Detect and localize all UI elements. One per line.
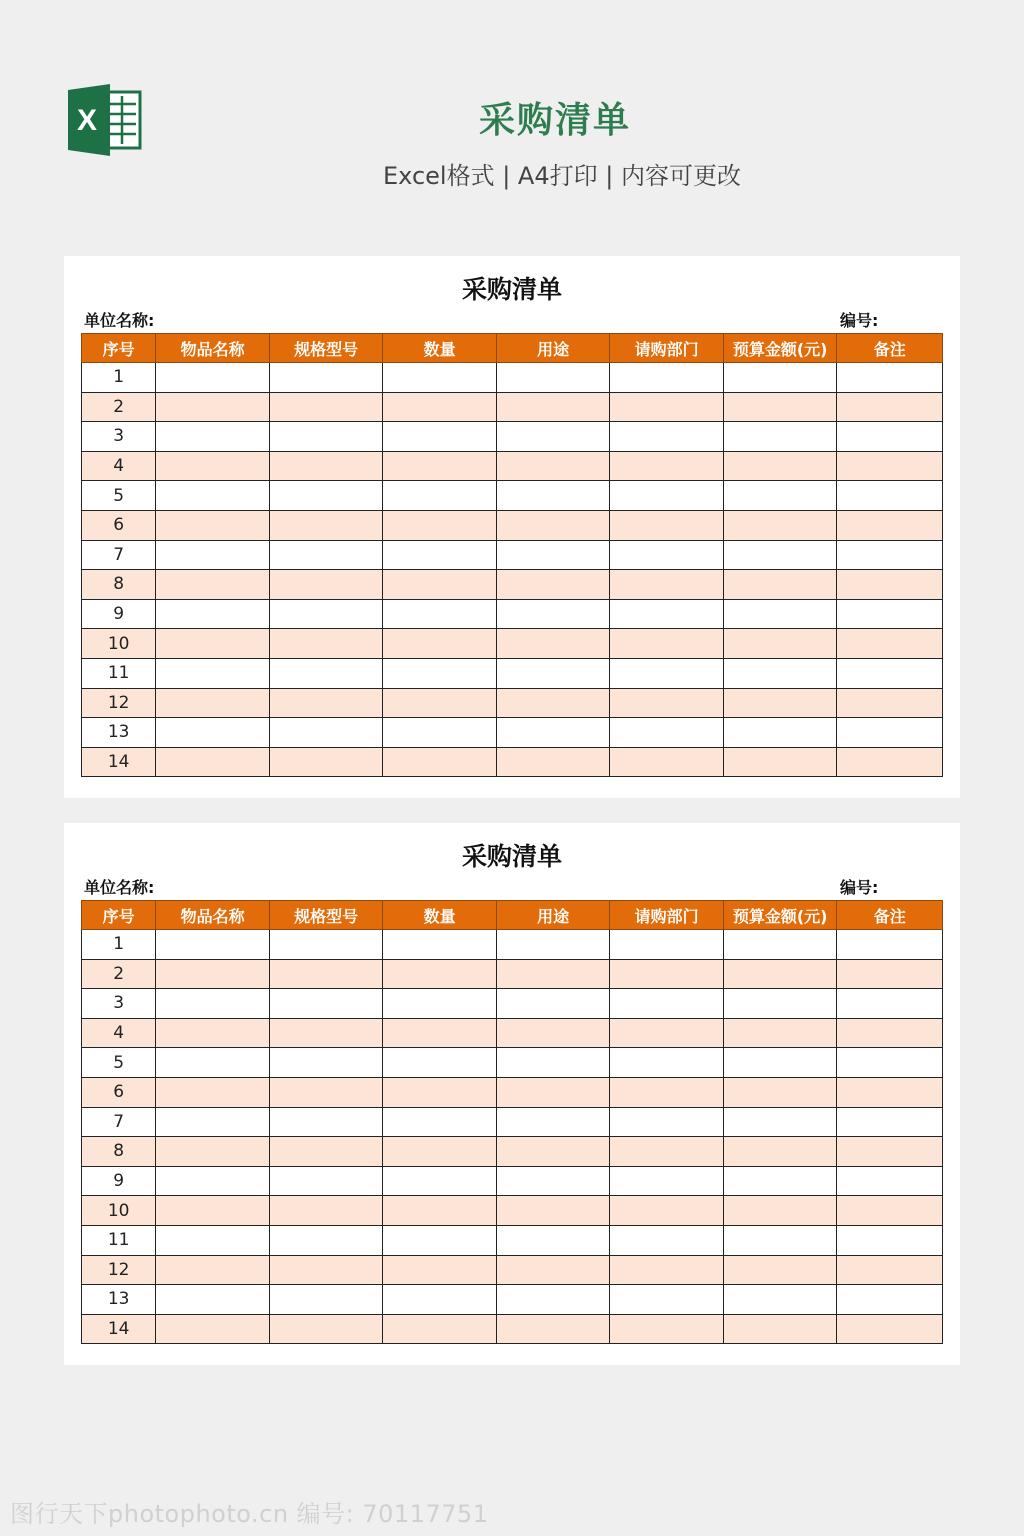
- table-cell[interactable]: [837, 1077, 943, 1107]
- table-cell[interactable]: [269, 1048, 383, 1078]
- table-cell[interactable]: [723, 959, 837, 989]
- table-cell[interactable]: [610, 540, 724, 570]
- row-number-cell: 2: [82, 959, 156, 989]
- table-row: [82, 688, 943, 718]
- excel-logo-letter: X: [76, 104, 98, 137]
- table-cell[interactable]: [723, 1225, 837, 1255]
- unit-name-label: 单位名称:: [84, 311, 155, 330]
- table-cell[interactable]: [610, 363, 724, 393]
- row-number-cell: 12: [82, 1255, 156, 1285]
- table-cell[interactable]: [269, 363, 383, 393]
- table-cell[interactable]: [269, 510, 383, 540]
- row-number-cell: 5: [82, 481, 156, 511]
- table-cell[interactable]: [496, 1018, 610, 1048]
- table-cell[interactable]: [610, 718, 724, 748]
- row-number-cell: 13: [82, 1285, 156, 1315]
- table-cell[interactable]: [383, 1107, 497, 1137]
- table-cell[interactable]: [610, 1107, 724, 1137]
- page-subtitle: Excel格式 | A4打印 | 内容可更改: [383, 162, 741, 190]
- table-cell[interactable]: [269, 540, 383, 570]
- table-cell[interactable]: [723, 570, 837, 600]
- table-cell[interactable]: [156, 1166, 270, 1196]
- table-cell[interactable]: [837, 718, 943, 748]
- column-header: 序号: [82, 334, 156, 363]
- row-number-cell: 13: [82, 718, 156, 748]
- table-cell[interactable]: [269, 1077, 383, 1107]
- table-cell[interactable]: [383, 1166, 497, 1196]
- table-cell[interactable]: [610, 1255, 724, 1285]
- table-row: [82, 658, 943, 688]
- table-cell[interactable]: [156, 747, 270, 777]
- table-cell[interactable]: [610, 570, 724, 600]
- table-cell[interactable]: [723, 451, 837, 481]
- row-number-cell: 10: [82, 1196, 156, 1226]
- table-cell[interactable]: [156, 688, 270, 718]
- table-cell[interactable]: [723, 989, 837, 1019]
- table-cell[interactable]: [269, 1166, 383, 1196]
- table-cell[interactable]: [269, 658, 383, 688]
- table-cell[interactable]: [837, 658, 943, 688]
- table-cell[interactable]: [723, 510, 837, 540]
- column-header: 规格型号: [269, 334, 383, 363]
- table-cell[interactable]: [837, 1196, 943, 1226]
- row-number-cell: 12: [82, 688, 156, 718]
- table-cell[interactable]: [269, 599, 383, 629]
- table-cell[interactable]: [837, 392, 943, 422]
- table-cell[interactable]: [837, 629, 943, 659]
- table-cell[interactable]: [610, 1225, 724, 1255]
- table-cell[interactable]: [496, 1285, 610, 1315]
- table-cell[interactable]: [723, 688, 837, 718]
- table-row: [82, 451, 943, 481]
- table-cell[interactable]: [496, 747, 610, 777]
- table-row: [82, 540, 943, 570]
- table-cell[interactable]: [156, 599, 270, 629]
- table-cell[interactable]: [723, 629, 837, 659]
- watermark-text: 图行天下photophoto.cn 编号: 70117751: [10, 1500, 489, 1528]
- table-cell[interactable]: [383, 1255, 497, 1285]
- table-cell[interactable]: [383, 1077, 497, 1107]
- table-cell[interactable]: [837, 1107, 943, 1137]
- table-cell[interactable]: [383, 540, 497, 570]
- table-row: [82, 510, 943, 540]
- table-cell[interactable]: [383, 688, 497, 718]
- table-header-row: [82, 334, 943, 363]
- row-number-cell: 1: [82, 930, 156, 960]
- column-header: 数量: [383, 334, 497, 363]
- table-cell[interactable]: [496, 422, 610, 452]
- table-row: [82, 481, 943, 511]
- table-cell[interactable]: [837, 510, 943, 540]
- table-cell[interactable]: [837, 989, 943, 1019]
- table-cell[interactable]: [610, 688, 724, 718]
- table-cell[interactable]: [496, 1225, 610, 1255]
- table-cell[interactable]: [269, 989, 383, 1019]
- column-header: 序号: [82, 901, 156, 930]
- table-cell[interactable]: [496, 658, 610, 688]
- table-row: [82, 1137, 943, 1167]
- table-cell[interactable]: [610, 451, 724, 481]
- table-cell[interactable]: [156, 363, 270, 393]
- table-cell[interactable]: [156, 629, 270, 659]
- table-cell[interactable]: [269, 688, 383, 718]
- table-row: [82, 629, 943, 659]
- row-number-cell: 3: [82, 989, 156, 1019]
- table-cell[interactable]: [610, 959, 724, 989]
- table-cell[interactable]: [723, 1285, 837, 1315]
- table-cell[interactable]: [156, 1285, 270, 1315]
- table-cell[interactable]: [496, 1107, 610, 1137]
- table-row: [82, 747, 943, 777]
- table-cell[interactable]: [837, 1137, 943, 1167]
- table-cell[interactable]: [496, 1314, 610, 1344]
- table-row: [82, 718, 943, 748]
- table-cell[interactable]: [723, 1137, 837, 1167]
- table-cell[interactable]: [837, 1255, 943, 1285]
- table-cell[interactable]: [496, 392, 610, 422]
- table-cell[interactable]: [610, 629, 724, 659]
- table-cell[interactable]: [269, 422, 383, 452]
- table-cell[interactable]: [383, 989, 497, 1019]
- table-row: [82, 1107, 943, 1137]
- table-cell[interactable]: [610, 1077, 724, 1107]
- table-cell[interactable]: [496, 510, 610, 540]
- table-cell[interactable]: [269, 1255, 383, 1285]
- table-cell[interactable]: [269, 481, 383, 511]
- table-cell[interactable]: [383, 658, 497, 688]
- table-cell[interactable]: [269, 392, 383, 422]
- table-cell[interactable]: [156, 718, 270, 748]
- page-title: 采购清单: [478, 100, 631, 141]
- table-cell[interactable]: [269, 451, 383, 481]
- table-cell[interactable]: [610, 989, 724, 1019]
- table-cell[interactable]: [269, 629, 383, 659]
- serial-number-label: 编号:: [840, 878, 879, 897]
- table-row: [82, 422, 943, 452]
- purchase-sheet-1: [64, 256, 960, 798]
- table-cell[interactable]: [610, 1166, 724, 1196]
- table-cell[interactable]: [383, 1314, 497, 1344]
- row-number-cell: 2: [82, 392, 156, 422]
- table-cell[interactable]: [156, 658, 270, 688]
- table-row: [82, 392, 943, 422]
- table-cell[interactable]: [837, 747, 943, 777]
- table-cell[interactable]: [610, 658, 724, 688]
- table-cell[interactable]: [496, 363, 610, 393]
- table-cell[interactable]: [610, 930, 724, 960]
- table-cell[interactable]: [269, 1314, 383, 1344]
- table-cell[interactable]: [383, 481, 497, 511]
- row-number-cell: 8: [82, 570, 156, 600]
- table-cell[interactable]: [723, 392, 837, 422]
- table-row: [82, 599, 943, 629]
- table-cell[interactable]: [269, 1225, 383, 1255]
- table-cell[interactable]: [496, 1196, 610, 1226]
- table-cell[interactable]: [156, 1107, 270, 1137]
- table-cell[interactable]: [496, 718, 610, 748]
- table-cell[interactable]: [837, 570, 943, 600]
- sheet-title: 采购清单: [461, 842, 562, 871]
- table-cell[interactable]: [837, 1048, 943, 1078]
- table-row: [82, 1196, 943, 1226]
- table-cell[interactable]: [496, 451, 610, 481]
- table-row: [82, 1255, 943, 1285]
- row-number-cell: 8: [82, 1137, 156, 1167]
- table-cell[interactable]: [837, 481, 943, 511]
- table-cell[interactable]: [269, 1137, 383, 1167]
- table-cell[interactable]: [723, 930, 837, 960]
- table-cell[interactable]: [269, 570, 383, 600]
- purchase-table: [81, 900, 943, 1344]
- table-cell[interactable]: [610, 510, 724, 540]
- table-cell[interactable]: [723, 1107, 837, 1137]
- table-cell[interactable]: [837, 688, 943, 718]
- table-cell[interactable]: [383, 1137, 497, 1167]
- table-row: [82, 959, 943, 989]
- table-cell[interactable]: [156, 1196, 270, 1226]
- column-header: 预算金额(元): [723, 901, 837, 930]
- table-cell[interactable]: [610, 422, 724, 452]
- sheet-title: 采购清单: [461, 275, 562, 304]
- table-cell[interactable]: [610, 1048, 724, 1078]
- table-cell[interactable]: [610, 747, 724, 777]
- table-cell[interactable]: [156, 1225, 270, 1255]
- page-header: [0, 0, 1024, 230]
- table-row: [82, 570, 943, 600]
- purchase-table: [81, 333, 943, 777]
- table-cell[interactable]: [837, 959, 943, 989]
- table-cell[interactable]: [610, 1196, 724, 1226]
- table-cell[interactable]: [156, 392, 270, 422]
- table-cell[interactable]: [383, 930, 497, 960]
- table-cell[interactable]: [156, 930, 270, 960]
- table-cell[interactable]: [383, 747, 497, 777]
- table-cell[interactable]: [723, 599, 837, 629]
- table-cell[interactable]: [723, 1077, 837, 1107]
- table-cell[interactable]: [610, 1285, 724, 1315]
- column-header: 数量: [383, 901, 497, 930]
- purchase-sheet-2: [64, 823, 960, 1365]
- table-cell[interactable]: [837, 422, 943, 452]
- table-cell[interactable]: [837, 363, 943, 393]
- table-cell[interactable]: [610, 599, 724, 629]
- table-row: [82, 1225, 943, 1255]
- table-cell[interactable]: [610, 481, 724, 511]
- table-cell[interactable]: [383, 363, 497, 393]
- table-cell[interactable]: [156, 510, 270, 540]
- table-row: [82, 363, 943, 393]
- table-cell[interactable]: [723, 422, 837, 452]
- table-cell[interactable]: [837, 930, 943, 960]
- table-cell[interactable]: [383, 451, 497, 481]
- table-cell[interactable]: [723, 1018, 837, 1048]
- column-header: 物品名称: [156, 901, 270, 930]
- row-number-cell: 4: [82, 451, 156, 481]
- table-cell[interactable]: [383, 1225, 497, 1255]
- row-number-cell: 6: [82, 510, 156, 540]
- table-cell[interactable]: [269, 747, 383, 777]
- table-row: [82, 930, 943, 960]
- table-cell[interactable]: [383, 718, 497, 748]
- column-header: 备注: [837, 334, 943, 363]
- table-cell[interactable]: [723, 481, 837, 511]
- table-header-row: [82, 901, 943, 930]
- table-cell[interactable]: [156, 1077, 270, 1107]
- table-cell[interactable]: [269, 718, 383, 748]
- table-cell[interactable]: [156, 1137, 270, 1167]
- table-cell[interactable]: [156, 1048, 270, 1078]
- table-row: [82, 1018, 943, 1048]
- row-number-cell: 11: [82, 1225, 156, 1255]
- row-number-cell: 9: [82, 599, 156, 629]
- table-cell[interactable]: [496, 1077, 610, 1107]
- serial-number-label: 编号:: [840, 311, 879, 330]
- column-header: 规格型号: [269, 901, 383, 930]
- table-cell[interactable]: [383, 422, 497, 452]
- table-cell[interactable]: [269, 1285, 383, 1315]
- table-row: [82, 1314, 943, 1344]
- table-cell[interactable]: [496, 930, 610, 960]
- row-number-cell: 7: [82, 1107, 156, 1137]
- table-cell[interactable]: [837, 451, 943, 481]
- table-cell[interactable]: [156, 481, 270, 511]
- table-cell[interactable]: [156, 1314, 270, 1344]
- table-cell[interactable]: [837, 1285, 943, 1315]
- table-cell[interactable]: [723, 363, 837, 393]
- row-number-cell: 14: [82, 747, 156, 777]
- table-row: [82, 1285, 943, 1315]
- table-cell[interactable]: [496, 540, 610, 570]
- table-cell[interactable]: [723, 1166, 837, 1196]
- table-cell[interactable]: [837, 1018, 943, 1048]
- table-cell[interactable]: [383, 1285, 497, 1315]
- table-cell[interactable]: [496, 629, 610, 659]
- table-cell[interactable]: [383, 510, 497, 540]
- table-cell[interactable]: [610, 1314, 724, 1344]
- unit-name-label: 单位名称:: [84, 878, 155, 897]
- table-cell[interactable]: [383, 959, 497, 989]
- table-cell[interactable]: [383, 599, 497, 629]
- table-cell[interactable]: [383, 1196, 497, 1226]
- column-header: 用途: [496, 901, 610, 930]
- table-cell[interactable]: [269, 1196, 383, 1226]
- table-cell[interactable]: [156, 1018, 270, 1048]
- table-cell[interactable]: [269, 1018, 383, 1048]
- row-number-cell: 10: [82, 629, 156, 659]
- column-header: 用途: [496, 334, 610, 363]
- table-cell[interactable]: [723, 540, 837, 570]
- row-number-cell: 3: [82, 422, 156, 452]
- column-header: 请购部门: [610, 901, 724, 930]
- table-cell[interactable]: [156, 451, 270, 481]
- table-cell[interactable]: [383, 570, 497, 600]
- row-number-cell: 6: [82, 1077, 156, 1107]
- table-cell[interactable]: [269, 959, 383, 989]
- table-row: [82, 989, 943, 1019]
- table-cell[interactable]: [496, 570, 610, 600]
- table-cell[interactable]: [383, 629, 497, 659]
- table-cell[interactable]: [496, 481, 610, 511]
- table-cell[interactable]: [723, 747, 837, 777]
- table-cell[interactable]: [269, 1107, 383, 1137]
- table-cell[interactable]: [837, 599, 943, 629]
- column-header: 预算金额(元): [723, 334, 837, 363]
- table-cell[interactable]: [723, 658, 837, 688]
- table-cell[interactable]: [496, 1255, 610, 1285]
- table-cell[interactable]: [610, 1137, 724, 1167]
- table-cell[interactable]: [156, 959, 270, 989]
- row-number-cell: 11: [82, 658, 156, 688]
- row-number-cell: 9: [82, 1166, 156, 1196]
- row-number-cell: 14: [82, 1314, 156, 1344]
- column-header: 请购部门: [610, 334, 724, 363]
- table-cell[interactable]: [837, 540, 943, 570]
- table-cell[interactable]: [723, 1048, 837, 1078]
- table-cell[interactable]: [156, 1255, 270, 1285]
- table-cell[interactable]: [496, 599, 610, 629]
- table-cell[interactable]: [837, 1314, 943, 1344]
- table-cell[interactable]: [156, 422, 270, 452]
- table-cell[interactable]: [837, 1225, 943, 1255]
- table-cell[interactable]: [496, 1166, 610, 1196]
- column-header: 物品名称: [156, 334, 270, 363]
- table-cell[interactable]: [496, 688, 610, 718]
- table-cell[interactable]: [723, 1255, 837, 1285]
- table-cell[interactable]: [723, 1196, 837, 1226]
- table-cell[interactable]: [383, 1018, 497, 1048]
- table-cell[interactable]: [269, 930, 383, 960]
- row-number-cell: 4: [82, 1018, 156, 1048]
- table-cell[interactable]: [156, 570, 270, 600]
- table-cell[interactable]: [723, 1314, 837, 1344]
- row-number-cell: 7: [82, 540, 156, 570]
- row-number-cell: 5: [82, 1048, 156, 1078]
- row-number-cell: 1: [82, 363, 156, 393]
- table-cell[interactable]: [837, 1166, 943, 1196]
- table-row: [82, 1048, 943, 1078]
- table-cell[interactable]: [723, 718, 837, 748]
- table-cell[interactable]: [496, 1137, 610, 1167]
- table-cell[interactable]: [496, 989, 610, 1019]
- table-row: [82, 1077, 943, 1107]
- table-cell[interactable]: [383, 1048, 497, 1078]
- column-header: 备注: [837, 901, 943, 930]
- table-row: [82, 1166, 943, 1196]
- table-cell[interactable]: [496, 1048, 610, 1078]
- table-cell[interactable]: [156, 989, 270, 1019]
- table-cell[interactable]: [610, 392, 724, 422]
- table-cell[interactable]: [496, 959, 610, 989]
- table-cell[interactable]: [383, 392, 497, 422]
- table-cell[interactable]: [156, 540, 270, 570]
- table-cell[interactable]: [610, 1018, 724, 1048]
